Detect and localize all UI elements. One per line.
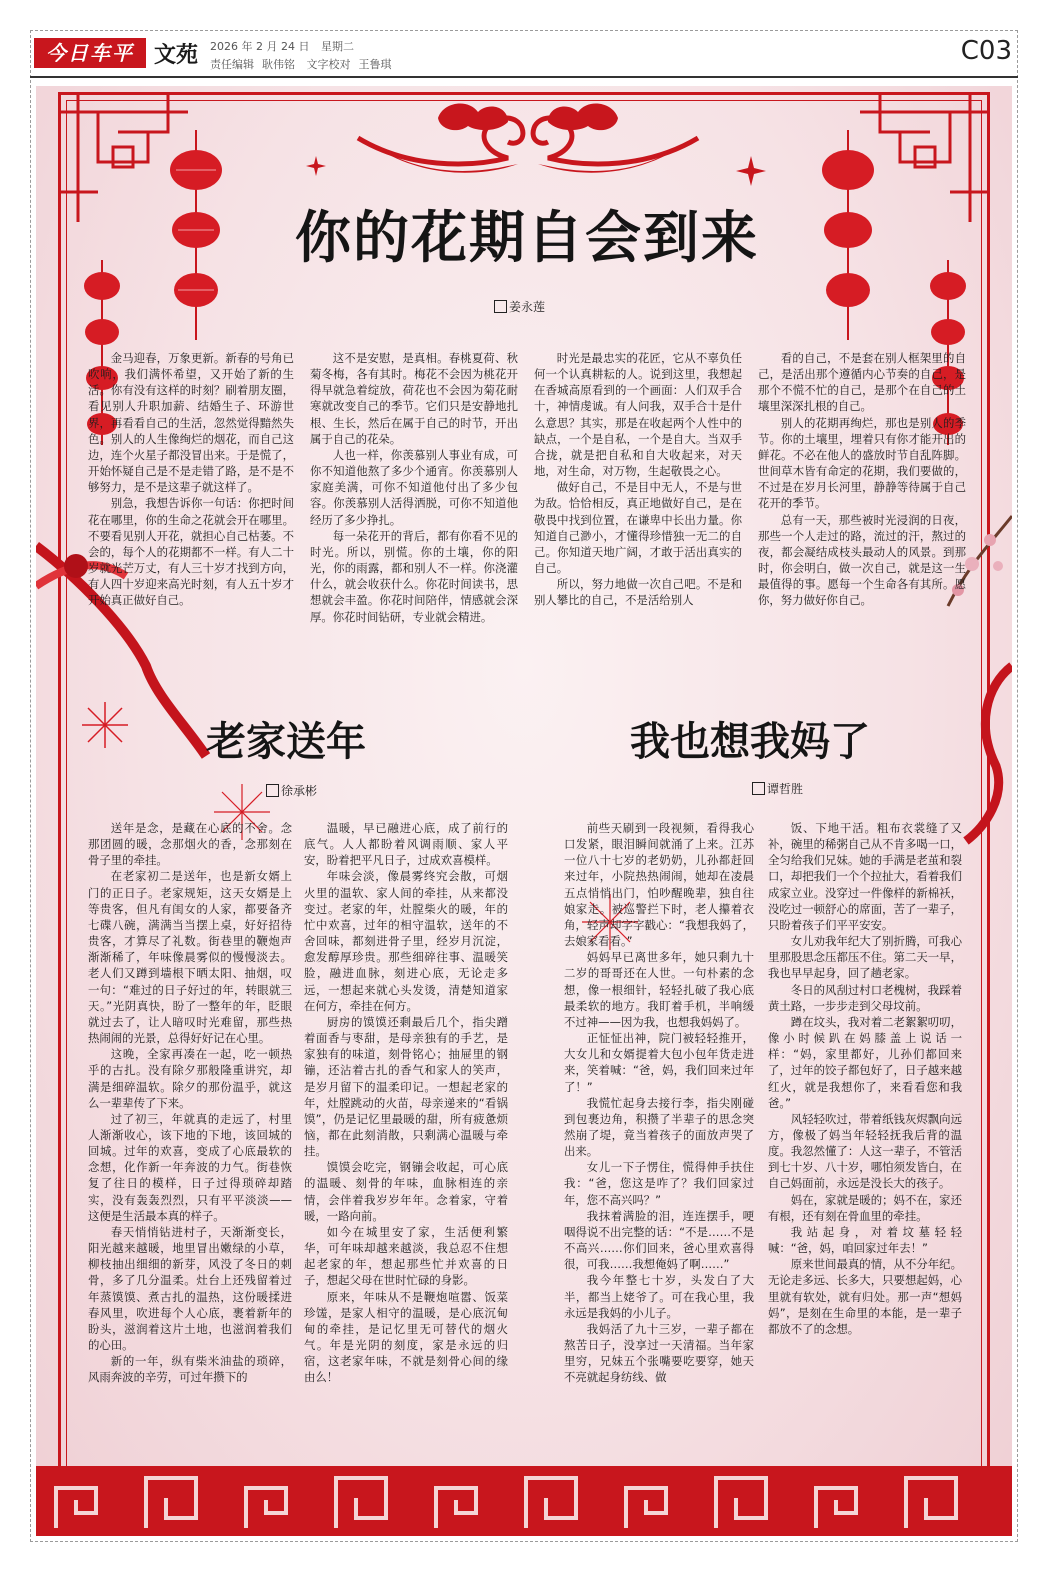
paragraph: 时光是最忠实的花匠，它从不辜负任何一个认真耕耘的人。说到这里，我想起在香城高原看到的一个画面：人们双手合十，神情虔诚。有人问我，双手合十是什么意思？其实，那是在收起两个人性中的缺点，一个是自私，一个是自大。当双手合拢，就是把自私和自大收起来，对天地，对生命，对万物，生起敬畏之心。 (534, 351, 742, 479)
paragraph: 年味会淡，像晨雾终究会散，可烟火里的温软、家人间的牵挂，从来都没变过。老家的年，灶膛柴火的暖，年的忙中欢喜，过年的相守温软，送年的不舍回味，都刻进骨子里，经岁月沉淀，愈发醇厚珍贵。那些细碎往事、温暖笑脸，融进血脉，刻进心底，无论走多远，一想起来就心头发烫，清楚知道家在何方，牵挂在何方。 (304, 869, 508, 1013)
paragraph: 饭、下地干活。粗布衣裳缝了又补，碗里的稀粥自己从不肯多喝一口，全匀给我们兄妹。她的手满是老茧和裂口，却把我们一个个拉扯大，看着我们成家立业。没穿过一件像样的新棉袄，没吃过一顿舒心的席面，苦了一辈子，只盼着孩子们平平安安。 (768, 821, 962, 932)
byline-main (494, 298, 545, 315)
paragraph: 前些天刷到一段视频，看得我心口发紧，眼泪瞬间就涌了上来。江苏一位八十七岁的老奶奶，儿孙都赶回来过年，小院热热闹闹，她却在凌晨五点悄悄出门，怕吵醒晚辈，独自往娘家走。被巡警拦下时，老人攥着衣角，轻声却字字戳心：“我想我妈了，去娘家看看。” (564, 821, 754, 949)
paragraph: 冬日的风刮过村口老槐树，我踩着黄土路，一步步走到父母坟前。 (768, 982, 962, 1013)
paragraph: 人也一样，你羡慕别人事业有成，可你不知道他熬了多少个通宵。你羡慕别人家庭美满，可你不知道他付出了多少包容。你羡慕别人活得洒脱，可你不知道他经历了多少挣扎。 (310, 447, 518, 527)
credits-line (210, 56, 400, 72)
paragraph: 女儿劝我年纪大了别折腾，可我心里那股思念压都压不住。第二天一早，我也早早起身，回了趟老家。 (768, 934, 962, 981)
paragraph: 这不是安慰，是真相。春桃夏荷、秋菊冬梅，各有其时。梅花不会因为桃花开得早就急着绽放，荷花也不会因为菊花耐寒就改变自己的季节。它们只是安静地扎根、生长，然后在属于自己的时节，开出属于自己的花朵。 (310, 351, 518, 446)
header-rule (30, 76, 1018, 78)
paragraph: 温暖，早已融进心底，成了前行的底气。人人都盼着风调雨顺、家人平安，盼着把平凡日子，过成欢喜模样。 (304, 821, 508, 868)
article-column (88, 820, 292, 1438)
author-name: 谭哲胜 (767, 782, 804, 796)
issue-date-line (210, 38, 362, 54)
byline-box-icon (494, 300, 507, 313)
cloud-icon (348, 98, 708, 188)
paragraph: 正怔怔出神，院门被轻轻推开，大女儿和女婿提着大包小包年货走进来，笑着喊：“爸，妈，我们回来过年了！” (564, 1031, 754, 1094)
ribbon-icon (926, 646, 1012, 846)
paragraph: 金马迎春，万象更新。新春的号角已吹响，我们满怀希望，又开始了新的生活。你有没有这样的时刻？刷着朋友圈，看见别人升职加薪、结婚生子、环游世界，再看看自己的生活，忽然觉得黯然失色。别人的人生像绚烂的烟花，而自己这边，连个火星子都没冒出来。于是慌了，开始怀疑自己是不是走错了路，是不是不够努力，是不是这辈子就这样了。 (88, 351, 294, 495)
paragraph: 新的一年，纵有柴米油盐的琐碎，风雨奔波的辛劳，可过年攒下的 (88, 1354, 292, 1385)
paragraph: 每一朵花开的背后，都有你看不见的时光。所以，别慌。你的土壤，你的阳光，你的雨露，都和别人不一样。你浇灌什么，就会收获什么。你花时间读书，思想就会丰盈。你花时间陪伴，情感就会深厚。你花时间钻研，专业就会精进。 (310, 528, 518, 624)
article-title-main: 你的花期自会到来 (295, 206, 759, 271)
section-name: 文苑 (154, 43, 199, 68)
paragraph: 我妈活了九十三岁，一辈子都在熬苦日子，没享过一天清福。当年家里穷，兄妹五个张嘴要吃要穿，她天不亮就起身纺线、做 (564, 1321, 754, 1385)
editor-name: 耿伟铭 (262, 58, 295, 71)
bottom-ornament-band (36, 1458, 1012, 1536)
paragraph: 我慌忙起身去接行李，指尖刚碰到包裹边角，积攒了半辈子的思念突然崩了堤，竟当着孩子的面放声哭了出来。 (564, 1095, 754, 1159)
article-column (310, 350, 518, 650)
byline-3 (752, 780, 803, 797)
paragraph: 蹲在坟头，我对着二老絮絮叨叨，像小时候趴在妈膝盖上说话一样：“妈，家里都好，儿孙们都回来了，过年的饺子都包好了，日子越来越红火，就是我想你了，来看看您和我爸。” (768, 1014, 962, 1110)
paragraph: 过了初三，年就真的走远了，村里人渐渐收心，该下地的下地，该回城的回城。过年的欢喜，变成了心底最软的念想，化作新一年奔波的力气。街巷恢复了往日的模样，日子过得琐碎却踏实，没有轰轰烈烈，只有平平淡淡——这便是生活最本真的样子。 (88, 1111, 292, 1223)
article-title-2: 老家送年 (206, 719, 366, 765)
paragraph: 在老家初二是送年，也是新女婿上门的正日子。老家规矩，这天女婿是上等贵客，但凡有闺女的人家，都要备齐七碟八碗，满满当当摆上桌，好好招待贵客，才算尽了礼数。街巷里的鞭炮声渐渐稀了，年味像晨雾似的慢慢淡去。老人们又蹲到墙根下晒太阳、抽烟，叹一句：“难过的日子好过的年，转眼就三天。”光阴真快，盼了一整年的年，眨眼就过去了，让人暗叹时光难留，那些热热闹闹的光景，总得好好记在心里。 (88, 869, 292, 1046)
paragraph: 馍馍会吃完，钢镚会收起，可心底的温暖、刻骨的年味，血脉相连的亲情，会伴着我岁岁年年。念着家，守着暖，一路向前。 (304, 1160, 508, 1223)
paragraph: 我今年整七十岁，头发白了大半，都当上姥爷了。可在我心里，我永远是我妈的小儿子。 (564, 1273, 754, 1320)
article-column (304, 820, 508, 1438)
newspaper-logo: 今日车平 (34, 38, 146, 68)
paragraph: 做好自己，不是目中无人，不是与世为敌。恰恰相反，真正地做好自己，是在敬畏中找到位置，在谦卑中长出力量。你知道自己渺小，才懂得珍惜独一无二的自己。你知道天地广阔，才敢于活出真实的自己。 (534, 480, 742, 576)
page-header (30, 34, 1018, 76)
article-column (88, 350, 294, 650)
paragraph: 原来，年味从不是鞭炮喧嚣、饭菜珍馐，是家人相守的温暖，是心底沉甸甸的牵挂，是记忆里无可替代的烟火气。年是光阴的刻度，家是永远的归宿，这老家年味，不就是刻骨心间的缘由么！ (304, 1289, 508, 1385)
firework-icon (80, 700, 130, 750)
byline-2 (266, 782, 317, 799)
article-column (768, 820, 962, 1438)
page-number: C03 (960, 36, 1012, 66)
article-column (758, 350, 966, 650)
paragraph: 妈在，家就是暖的；妈不在，家还有根，还有刻在骨血里的牵挂。 (768, 1192, 962, 1223)
paragraph: 我抹着满脸的泪，连连摆手，哽咽得说不出完整的话：“不是……不是不高兴……你们回来，爸心里欢喜得很，可我……我想俺妈了啊……” (564, 1208, 754, 1272)
author-name: 徐承彬 (281, 784, 318, 798)
proof-label: 文字校对 (306, 58, 351, 71)
star-icon (306, 156, 326, 176)
paragraph: 女儿一下子愣住，慌得伸手扶住我：“爸，您这是咋了？我们回家过年，您不高兴吗？” (564, 1160, 754, 1207)
paragraph: 风轻轻吹过，带着纸钱灰烬飘向远方，像极了妈当年轻轻抚我后背的温度。我忽然懂了：人这一辈子，不管活到七十岁、八十岁，哪怕须发皆白，在自己妈面前，永远是没长大的孩子。 (768, 1111, 962, 1191)
paragraph: 别人的花期再绚烂，那也是别人的季节。你的土壤里，埋着只有你才能开出的鲜花。不必在他人的盛放时节自乱阵脚。世间草木皆有命定的花期，我们要做的，不过是在岁月长河里，静静等待属于自己花开的季节。 (758, 415, 966, 511)
star-icon (736, 156, 766, 186)
issue-date: 2026 年 2 月 24 日 (210, 40, 310, 53)
paragraph: 春天悄悄钻进村子，天渐渐变长，阳光越来越暖，地里冒出嫩绿的小草，柳枝抽出细细的新芽，风没了冬日的刺骨，多了几分温柔。灶台上还残留着过年蒸馍馍、煮古扎的温热，这份暖揉进春风里，吹进每个人心底，裹着新年的盼头，滋润着这片土地，也滋润着我们的心田。 (88, 1224, 292, 1352)
paragraph: 所以，努力地做一次自己吧。不是和别人攀比的自己，不是活给别人 (534, 577, 742, 608)
author-name: 姜永莲 (509, 300, 546, 314)
paragraph: 如今在城里安了家，生活便利繁华，可年味却越来越淡，我总忍不住想起老家的年，想起那些忙并欢喜的日子，想起父母在世时忙碌的身影。 (304, 1224, 508, 1288)
article-column (534, 350, 742, 650)
editor-label: 责任编辑 (210, 58, 254, 71)
article-title-3: 我也想我妈了 (630, 719, 870, 765)
paragraph: 我站起身，对着坟墓轻轻喊：“爸，妈，咱回家过年去！” (768, 1224, 962, 1256)
paragraph: 原来世间最真的情，从不分年纪。无论走多远、长多大，只要想起妈，心里就有软处，就有归处。那一声“想妈妈”，是刻在生命里的本能，是一辈子都放不了的念想。 (768, 1257, 962, 1336)
proofreader-name: 王鲁琪 (358, 58, 392, 71)
paragraph: 总有一天，那些被时光浸润的日夜，那些一个人走过的路，流过的汗，熬过的夜，都会凝结成枝头最动人的风景。到那时，你会明白，做一次自己，就是这一生最值得的事。愿每一个生命各有其所。愿你，努力做好你自己。 (758, 512, 966, 608)
paragraph: 这晚，全家再凑在一起，吃一顿热乎的古扎。没有除夕那般隆重讲究，却满是细碎温软。除夕的那份温乎，就这么一辈辈传了下来。 (88, 1047, 292, 1110)
byline-box-icon (266, 784, 279, 797)
issue-weekday: 星期二 (320, 40, 354, 53)
paragraph: 送年是念，是藏在心底的不舍。念那团圆的暖，念那烟火的香，念那刻在骨子里的牵挂。 (88, 821, 292, 868)
paragraph: 看的自己，不是套在别人框架里的自己，是活出那个遵循内心节奏的自己，是那个不慌不忙的自己，是那个在自己的土壤里深深扎根的自己。 (758, 351, 966, 414)
article-column (564, 820, 754, 1438)
paragraph: 厨房的馍馍还剩最后几个，指尖蹭着面香与枣甜，是母亲独有的手艺，是家独有的味道，刻骨铭心；抽屉里的钢镚，还沾着古扎的香气和家人的笑声，是岁月留下的温柔印记。一想起老家的年，灶膛跳动的火苗，母亲递来的“看锅馍”，仍是记忆里最暖的甜，所有疲惫烦恼，都在此刻消散，只剩满心温暖与牵挂。 (304, 1014, 508, 1159)
paragraph: 别急，我想告诉你一句话：你把时间花在哪里，你的生命之花就会开在哪里。不要看见别人开花，就担心自己枯萎。不会的，每个人的花期都不一样。有人二十岁就光芒万丈，有人三十岁才找到方向，有人四十岁迎来高光时刻，有人五十岁才开始真正做好自己。 (88, 496, 294, 608)
paragraph: 妈妈早已离世多年，她只剩九十二岁的哥哥还在人世。一句朴素的念想，像一根细针，轻轻扎破了我心底最柔软的地方。我盯着手机，半响缓不过神——因为我，也想我妈妈了。 (564, 950, 754, 1029)
byline-box-icon (752, 782, 765, 795)
